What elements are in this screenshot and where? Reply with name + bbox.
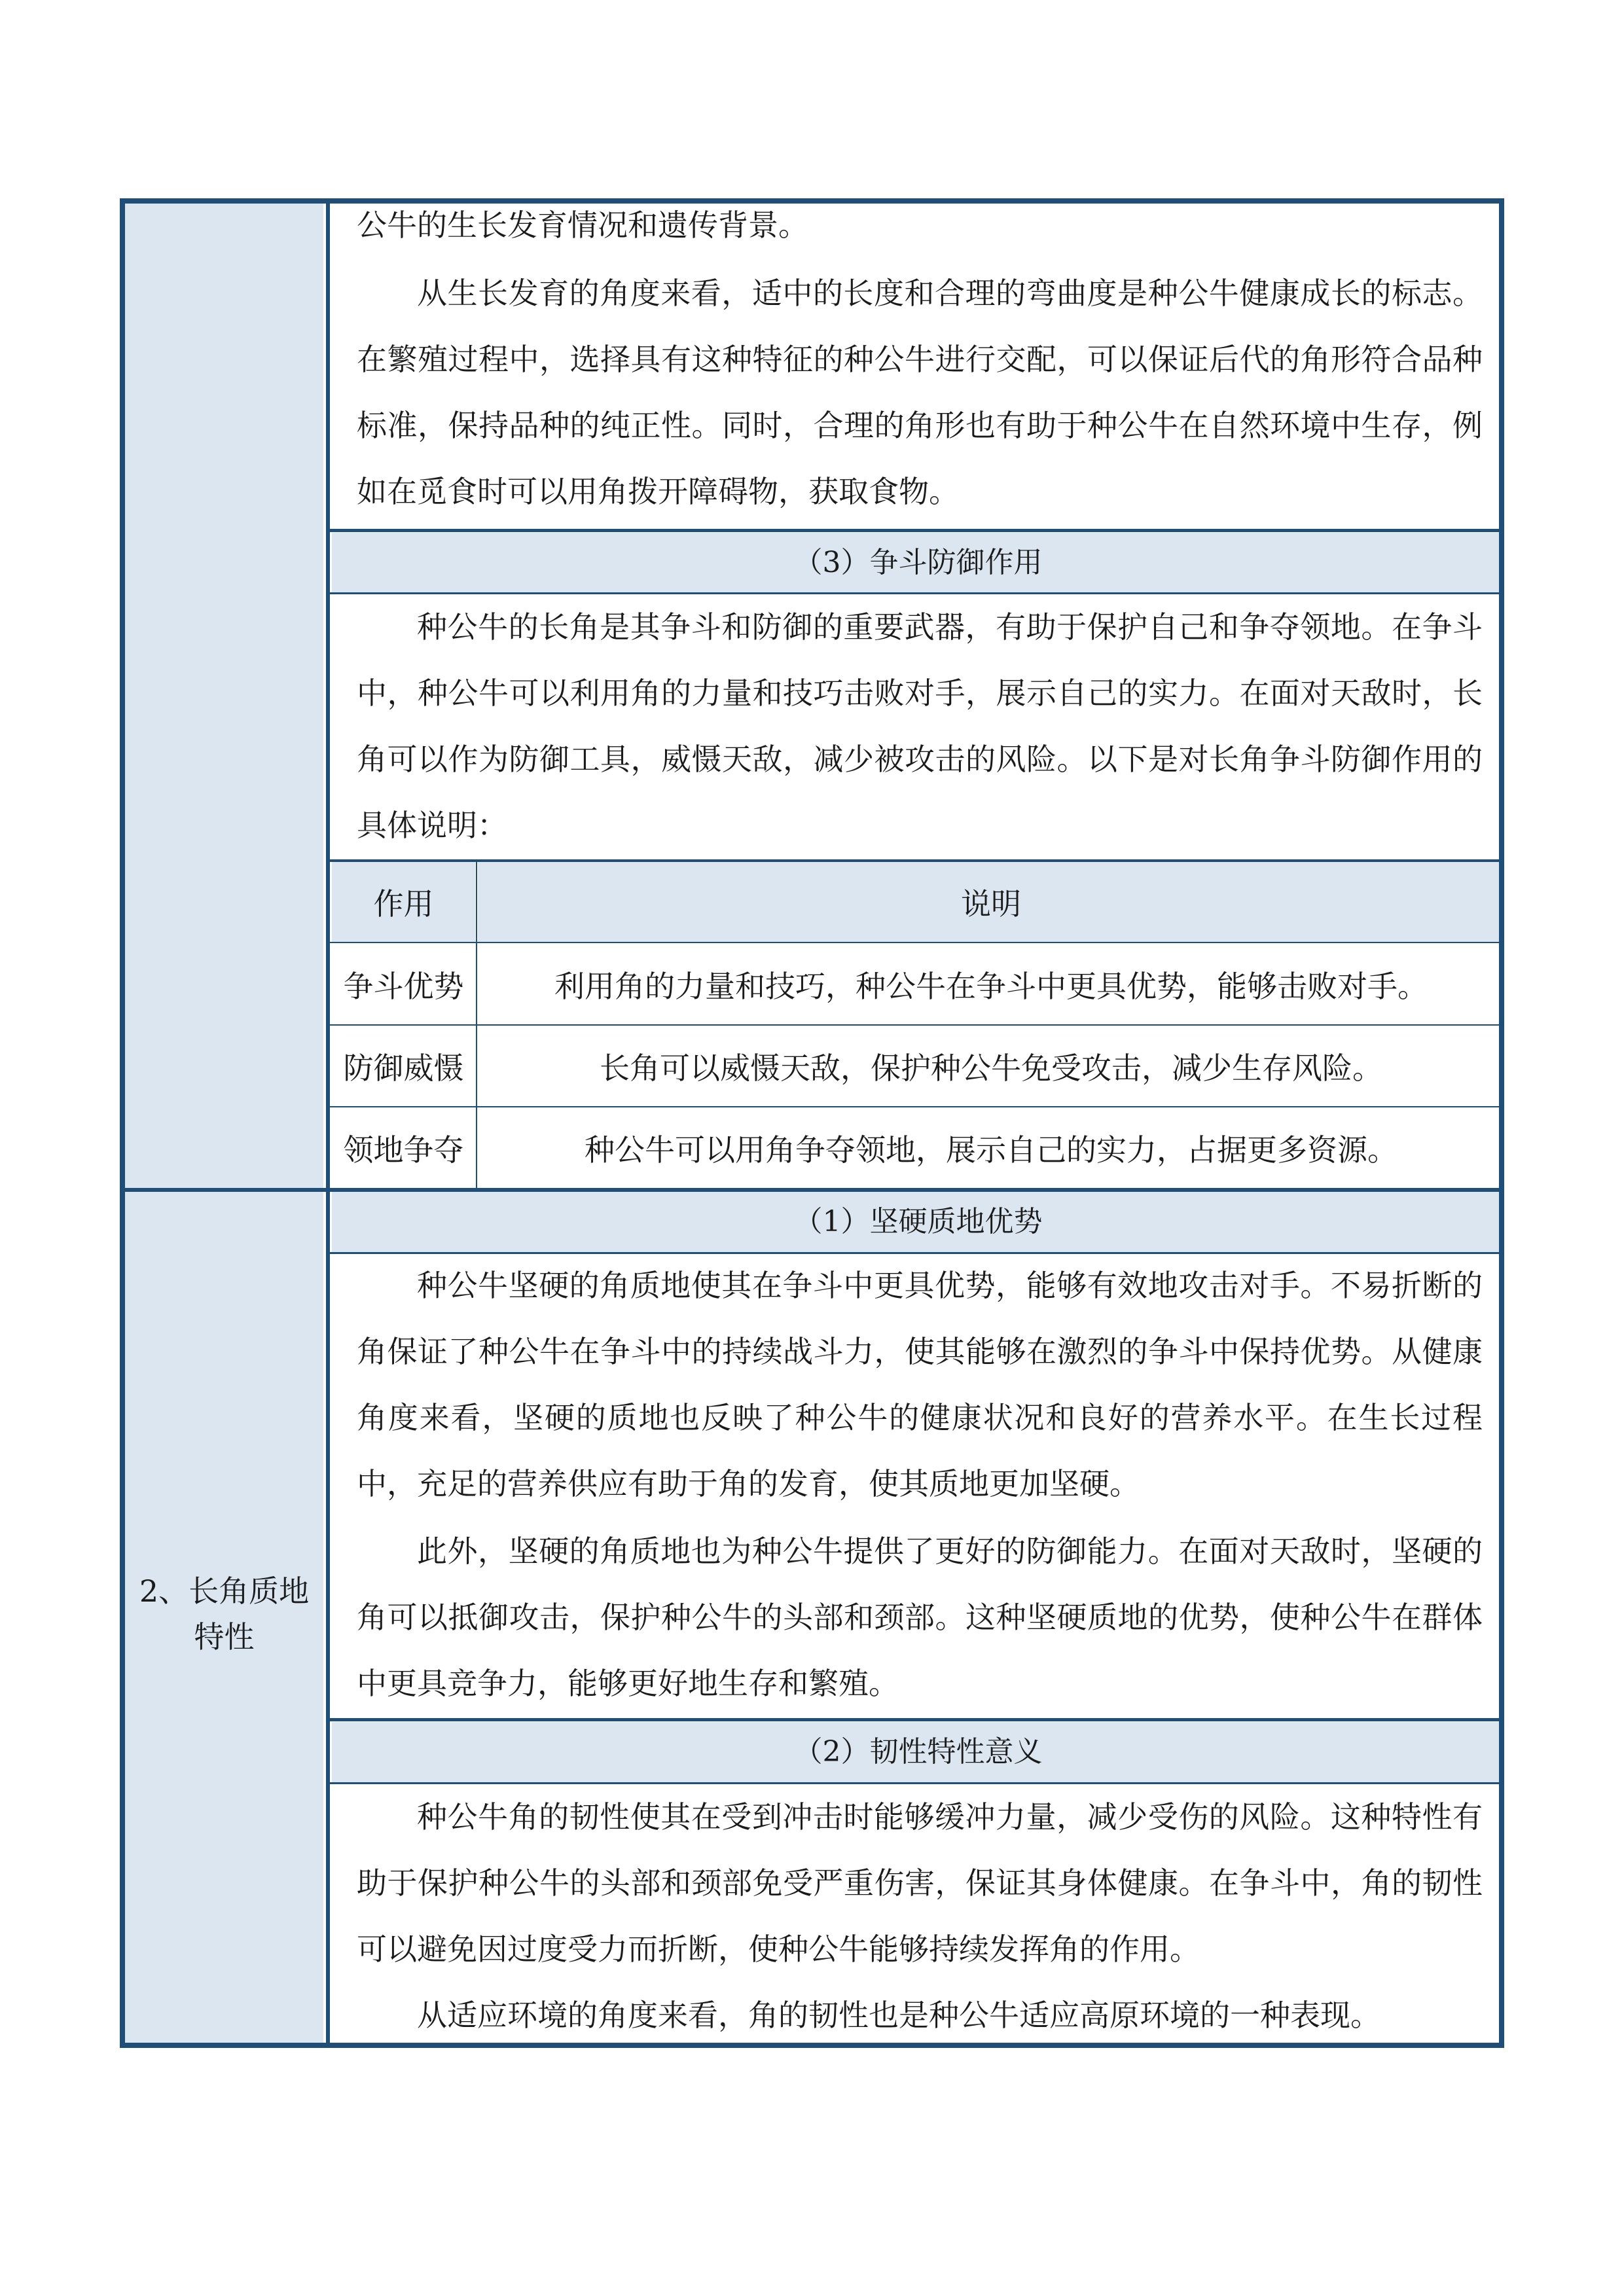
subheading-text: （3）争斗防御作用 — [793, 546, 1043, 579]
paragraph-hard-1: 种公牛坚硬的角质地使其在争斗中更具优势，能够有效地攻击对手。不易折断的角保证了种公牛在争斗中的持续战斗力，使其能够在激烈的争斗中保持优势。从健康角度来看，坚硬的质地也反映了种公牛的健康状况和良好的营养水平。在生长过程中，充足的营养供应有助于角的发育，使其质地更加坚硬。 — [357, 1268, 1483, 1501]
paragraph-continuation: 公牛的生长发育情况和遗传背景。 — [357, 207, 808, 243]
table-cell: 防御威慑 — [343, 1050, 464, 1086]
paragraph-hard-2: 此外，坚硬的角质地也为种公牛提供了更好的防御能力。在面对天敌时，坚硬的角可以抵御攻击，保护种公牛的头部和颈部。这种坚硬质地的优势，使种公牛在群体中更具竞争力，能够更好地生存和繁殖。 — [357, 1534, 1483, 1701]
paragraph-growth: 从生长发育的角度来看，适中的长度和合理的弯曲度是种公牛健康成长的标志。在繁殖过程中，选择具有这种特征的种公牛进行交配，可以保证后代的角形符合品种标准，保持品种的纯正性。同时，合理的角形也有助于种公牛在自然环境中生存，例如在觅食时可以用角拨开障碍物，获取食物。 — [357, 276, 1483, 509]
paragraph-fight-defense: 种公牛的长角是其争斗和防御的重要武器，有助于保护自己和争夺领地。在争斗中，种公牛可以利用角的力量和技巧击败对手，展示自己的实力。在面对天敌时，长角可以作为防御工具，威慑天敌，减少被攻击的风险。以下是对长角争斗防御作用的具体说明： — [357, 609, 1483, 843]
table-header-text: 说明 — [961, 886, 1021, 922]
table-cell: 长角可以威慑天敌，保护种公牛免受攻击，减少生存风险。 — [600, 1050, 1382, 1086]
table-header-text: 作用 — [373, 886, 434, 922]
table-cell: 利用角的力量和技巧，种公牛在争斗中更具优势，能够击败对手。 — [554, 969, 1428, 1004]
table-cell: 争斗优势 — [343, 969, 464, 1004]
paragraph-tough-2: 从适应环境的角度来看，角的韧性也是种公牛适应高原环境的一种表现。 — [417, 1998, 1380, 2033]
table-cell: 种公牛可以用角争夺领地，展示自己的实力，占据更多资源。 — [585, 1132, 1398, 1168]
row-label-text: 2、长角质地特性 — [139, 1573, 310, 1655]
paragraph-tough-1: 种公牛角的韧性使其在受到冲击时能够缓冲力量，减少受伤的风险。这种特性有助于保护种公牛的头部和颈部免受严重伤害，保证其身体健康。在争斗中，角的韧性可以避免因过度受力而折断，使种公牛能够持续发挥角的作用。 — [357, 1799, 1483, 1967]
subheading-text: （2）韧性特性意义 — [793, 1735, 1043, 1768]
outer-table-frame — [120, 198, 1504, 2048]
table-cell: 领地争夺 — [343, 1132, 464, 1168]
subheading-text: （1）坚硬质地优势 — [793, 1205, 1043, 1238]
